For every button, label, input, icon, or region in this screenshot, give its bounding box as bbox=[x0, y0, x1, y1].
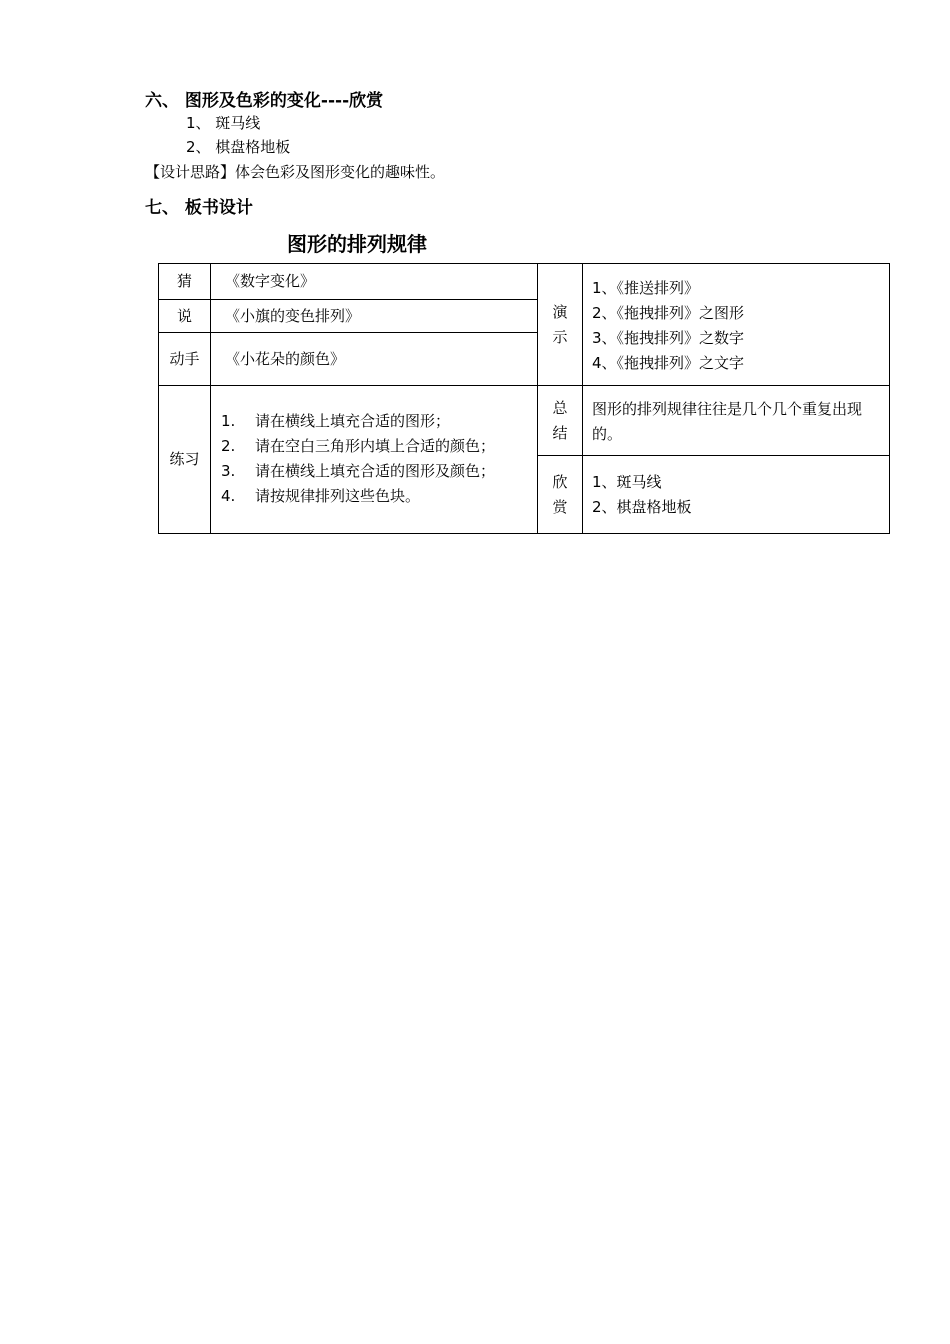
section6-heading: 六、 图形及色彩的变化----欣赏 bbox=[145, 91, 384, 111]
appreciate-item: 2、棋盘格地板 bbox=[592, 498, 692, 516]
hands-label: 动手 bbox=[169, 349, 200, 368]
demo-label-cell bbox=[538, 264, 582, 385]
demo-label: 演示 bbox=[552, 302, 568, 346]
section7-heading: 七、 板书设计 bbox=[145, 198, 253, 218]
demo-item: 1、《推送排列》 bbox=[592, 279, 700, 297]
practice-item: 2. 请在空白三角形内填上合适的颜色； bbox=[221, 437, 496, 455]
hands-content: 《小花朵的颜色》 bbox=[225, 349, 346, 368]
summary-label-cell bbox=[538, 386, 582, 455]
demo-list bbox=[592, 276, 882, 376]
appreciate-list bbox=[592, 470, 882, 520]
say-label: 说 bbox=[176, 306, 192, 325]
guess-label: 猜 bbox=[176, 272, 192, 290]
practice-item: 1. 请在横线上填充合适的图形； bbox=[221, 412, 451, 430]
design-thinking: 【设计思路】体会色彩及图形变化的趣味性。 bbox=[145, 163, 446, 181]
appreciate-item: 1、斑马线 bbox=[592, 473, 662, 491]
demo-item: 4、《拖拽排列》之文字 bbox=[592, 354, 745, 372]
practice-item: 3. 请在横线上填充合适的图形及颜色； bbox=[221, 462, 496, 480]
say-content: 《小旗的变色排列》 bbox=[225, 306, 361, 325]
practice-list bbox=[221, 409, 537, 509]
summary-text: 图形的排列规律往往是几个几个重复出现的。 bbox=[592, 400, 863, 443]
summary-label: 总结 bbox=[552, 398, 568, 442]
demo-item: 3、《拖拽排列》之数字 bbox=[592, 329, 745, 347]
demo-item: 2、《拖拽排列》之图形 bbox=[592, 304, 745, 322]
section6-item-1: 1、 斑马线 bbox=[186, 114, 261, 132]
appreciate-label: 欣赏 bbox=[552, 472, 568, 516]
practice-item: 4. 请按规律排列这些色块。 bbox=[221, 487, 421, 505]
practice-label: 练习 bbox=[169, 450, 200, 468]
board-title: 图形的排列规律 bbox=[287, 232, 427, 256]
appreciate-label-cell bbox=[538, 456, 582, 533]
section6-item-2: 2、 棋盘格地板 bbox=[186, 138, 291, 156]
guess-content: 《数字变化》 bbox=[225, 272, 316, 290]
